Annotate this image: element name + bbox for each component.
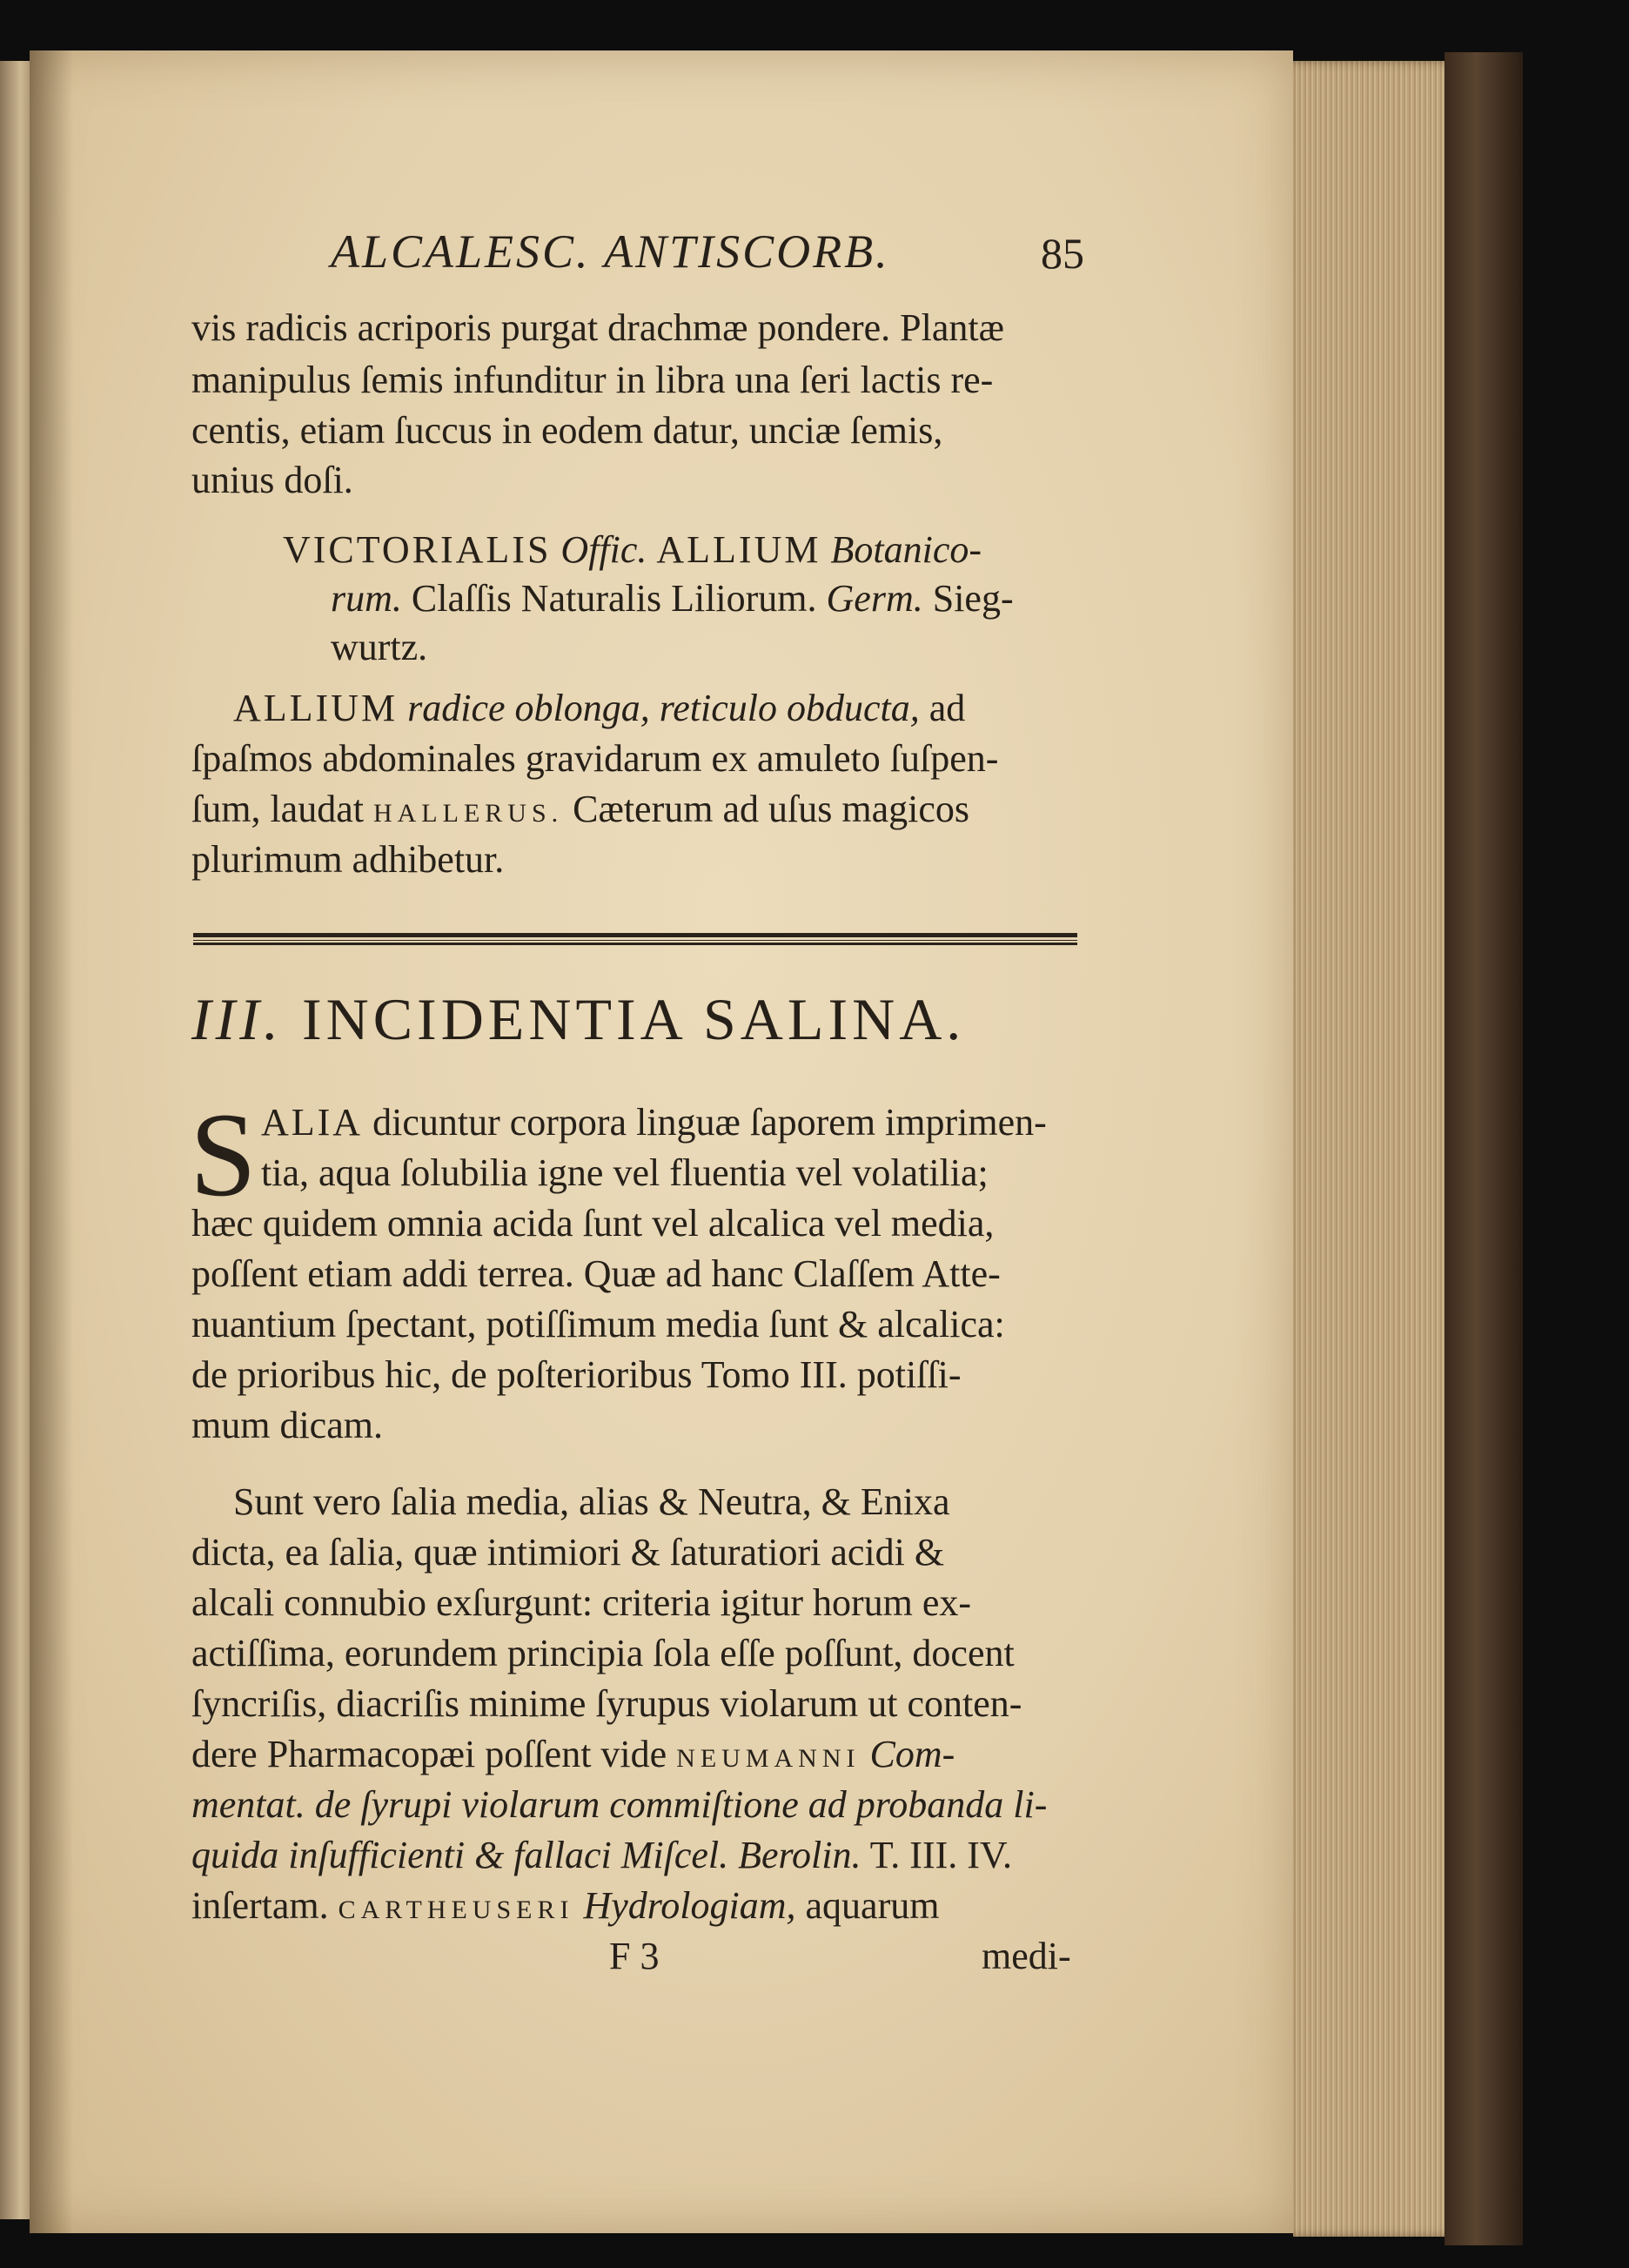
salia-line	[261, 1101, 1047, 1144]
author-name: CARTHEUSERI	[338, 1896, 574, 1924]
entry-sieg: Sieg-	[932, 577, 1014, 620]
entry-offic: Offic.	[560, 528, 647, 571]
text-fragment: aquarum	[805, 1884, 940, 1927]
entry-allium-ad: ad	[928, 687, 966, 729]
text-line: wurtz.	[331, 626, 428, 668]
text-fragment: T. III. IV.	[869, 1834, 1013, 1876]
page-number: 85	[1041, 229, 1084, 278]
entry-allium-description: radice oblonga, reticulo obducta,	[407, 687, 920, 729]
text-fragment: ſum, laudat	[191, 788, 364, 830]
entry-allium-name: ALLIUM	[233, 687, 399, 729]
text-fragment: Cæterum ad uſus magicos	[573, 788, 969, 830]
text-fragment: dere Pharmacopæi poſſent vide	[191, 1733, 667, 1775]
text-line: unius doſi.	[191, 459, 353, 501]
text-line: poſſent etiam addi terrea. Quæ ad hanc Claſſem Atte-	[191, 1252, 1001, 1295]
text-line: vis radicis acriporis purgat drachmæ pondere. Plantæ	[191, 306, 1004, 349]
entry-genus: ALLIUM	[656, 528, 821, 571]
sunt-line	[191, 1735, 955, 1774]
entry-victorialis-line	[331, 577, 1014, 620]
sunt-line	[191, 1836, 1012, 1875]
drop-cap: S	[190, 1088, 257, 1221]
text-fragment: dicuntur corpora linguæ ſaporem imprimen-	[372, 1101, 1047, 1144]
text-fragment: quida inſufficienti & fallaci Miſcel. Berolin.	[191, 1834, 861, 1876]
text-line: alcali connubio exſurgunt: criteria igitur horum ex-	[191, 1581, 972, 1624]
text-line: manipulus ſemis infunditur in libra una ſeri lactis re-	[191, 359, 994, 401]
sunt-line	[191, 1884, 940, 1927]
text-line: tia, aqua ſolubilia igne vel fluentia vel volatilia;	[261, 1151, 989, 1194]
text-fragment: Com-	[869, 1733, 955, 1775]
text-line: ſpaſmos abdominales gravidarum ex amuleto ſuſpen-	[191, 737, 999, 780]
entry-classis: Claſſis Naturalis Liliorum.	[411, 577, 817, 620]
signature-mark: F 3	[609, 1935, 660, 1977]
text-line: nuantium ſpectant, potiſſimum media ſunt & alcalica:	[191, 1303, 1005, 1345]
entry-allium-line	[233, 689, 965, 728]
text-fragment: Hydrologiam,	[583, 1884, 796, 1927]
section-divider	[193, 933, 1077, 945]
text-line: hæc quidem omnia acida ſunt vel alcalica vel media,	[191, 1202, 995, 1245]
entry-botanico: Botanico-	[830, 528, 982, 571]
text-line: mum dicam.	[191, 1404, 383, 1446]
entry-rum: rum.	[331, 577, 402, 620]
salia-caps: ALIA	[261, 1101, 364, 1144]
author-name: HALLERUS.	[372, 799, 564, 828]
section-title: INCIDENTIA SALINA.	[301, 986, 966, 1052]
entry-germ: Germ.	[826, 577, 923, 620]
text-line: dicta, ea ſalia, quæ intimiori & ſaturatiori acidi &	[191, 1531, 945, 1574]
text-line: mentat. de ſyrupi violarum commiſtione ad probanda li-	[191, 1783, 1048, 1826]
section-heading	[191, 985, 965, 1054]
running-title: ALCALESC. ANTISCORB.	[331, 225, 890, 278]
entry-victorialis-line	[283, 528, 982, 571]
text-line: ſyncriſis, diacriſis minime ſyrupus violarum ut conten-	[191, 1682, 1022, 1725]
catchword: medi-	[982, 1935, 1071, 1977]
text-fragment: inſertam.	[191, 1884, 329, 1927]
author-name: NEUMANNI	[676, 1744, 861, 1773]
text-line: actiſſima, eorundem principia ſola eſſe poſſunt, docent	[191, 1632, 1015, 1674]
text-line: plurimum adhibetur.	[191, 838, 505, 881]
entry-name: VICTORIALIS	[283, 528, 552, 571]
text-line: Sunt vero ſalia media, alias & Neutra, & Enixa	[233, 1480, 950, 1523]
entry-allium-line	[191, 790, 969, 829]
section-numeral: III.	[191, 986, 283, 1052]
text-line: de prioribus hic, de poſterioribus Tomo III. potiſſi-	[191, 1353, 962, 1396]
text-line: centis, etiam ſuccus in eodem datur, unciæ ſemis,	[191, 409, 943, 452]
